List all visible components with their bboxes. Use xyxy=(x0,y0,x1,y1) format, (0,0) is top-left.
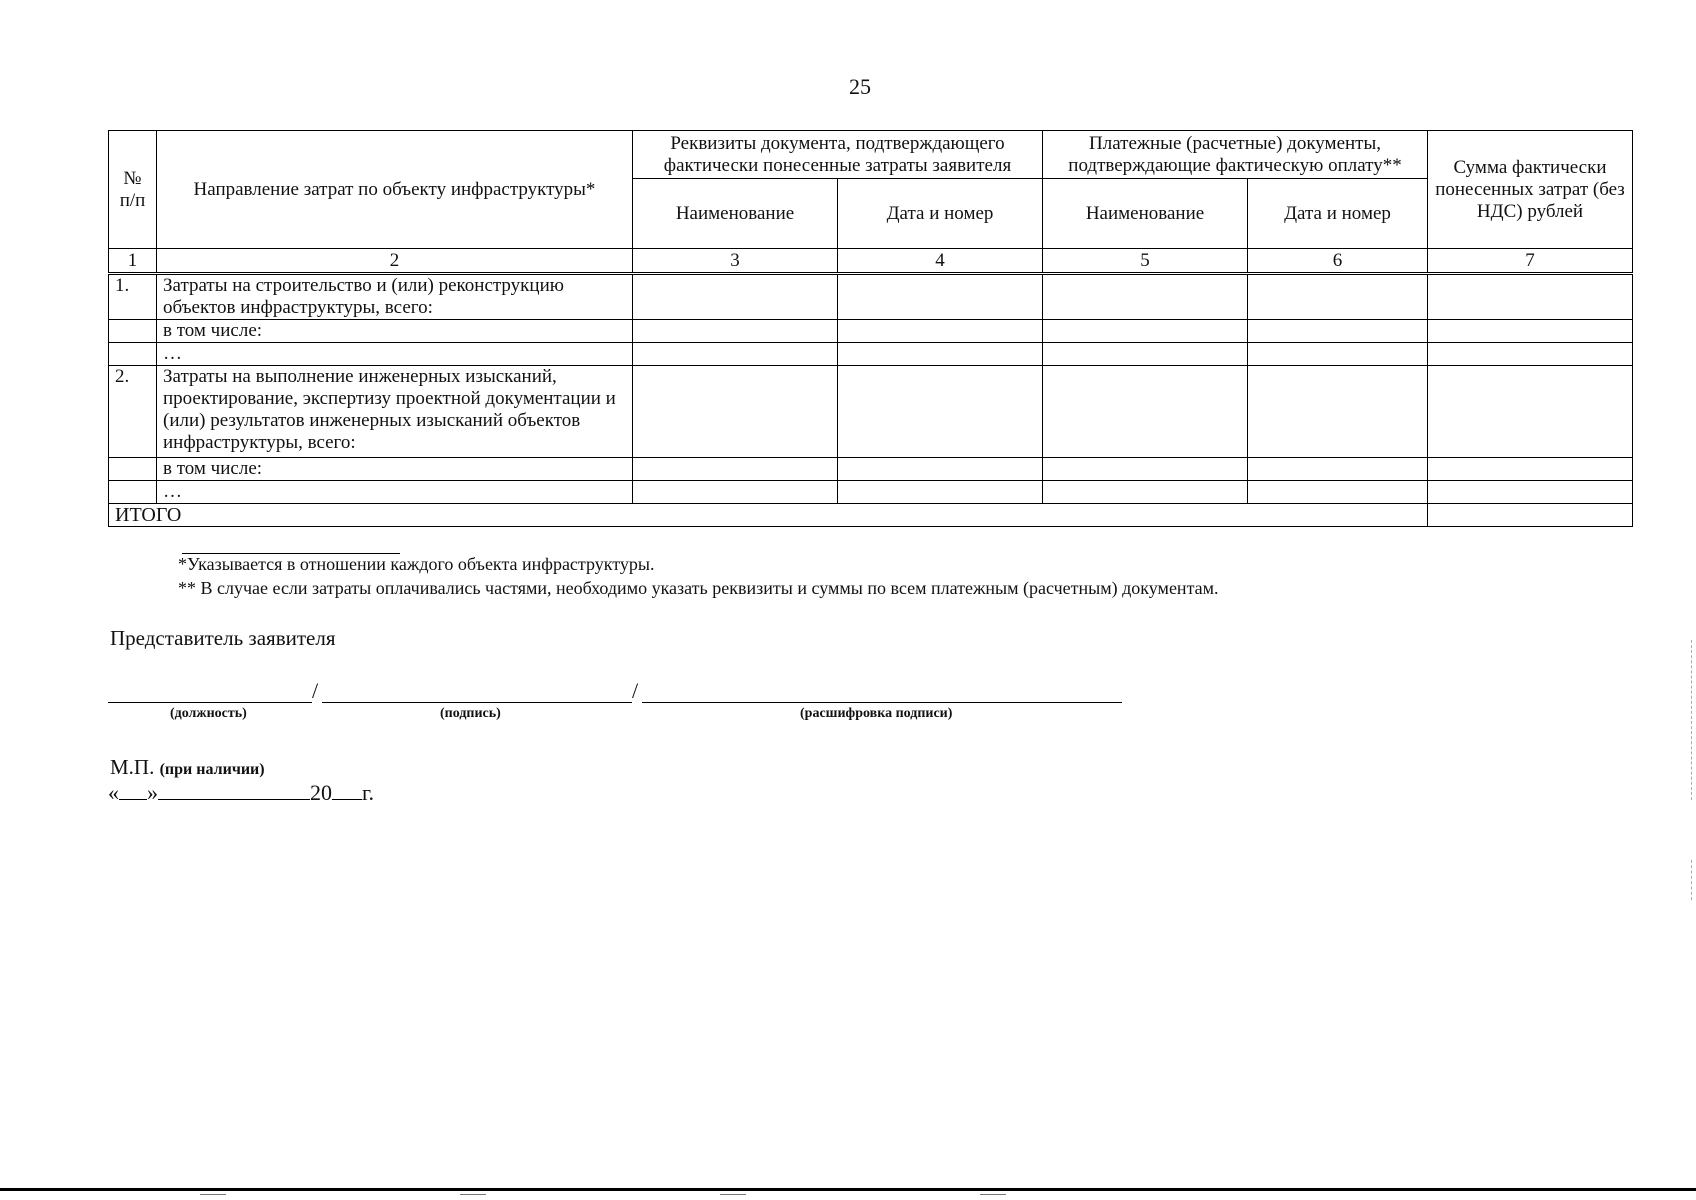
stamp-place xyxy=(110,755,265,780)
empty-cell xyxy=(838,274,1043,320)
empty-cell xyxy=(838,343,1043,366)
scan-edge-mark xyxy=(1691,640,1692,800)
caption-signature-decode: (расшифровка подписи) xyxy=(800,706,953,721)
empty-cell xyxy=(1043,366,1248,458)
empty-cell xyxy=(838,320,1043,343)
stamp-label: М.П. xyxy=(110,755,155,779)
date-line xyxy=(108,780,374,806)
header-pay-name: Наименование xyxy=(1043,179,1248,249)
column-index: 5 xyxy=(1043,249,1248,274)
bottom-rule xyxy=(0,1188,1696,1191)
footnote-2: ** В случае если затраты оплачивались частями, необходимо указать реквизиты и суммы по всем платежным (расчетным) документам. xyxy=(178,578,1219,598)
bottom-tick xyxy=(200,1194,226,1195)
row-number xyxy=(109,343,157,366)
representative-title: Представитель заявителя xyxy=(110,626,336,650)
empty-cell xyxy=(1428,481,1633,504)
separator-slash: / xyxy=(632,678,639,703)
table-row xyxy=(109,366,1633,458)
empty-cell xyxy=(1043,320,1248,343)
row-number: 1. xyxy=(109,274,157,320)
empty-cell xyxy=(1043,481,1248,504)
caption-signature: (подпись) xyxy=(440,706,501,721)
signature-decode-line xyxy=(642,702,1122,703)
empty-cell xyxy=(1043,458,1248,481)
header-doc-name: Наименование xyxy=(633,179,838,249)
row-number xyxy=(109,458,157,481)
empty-cell xyxy=(1248,481,1428,504)
year-blank xyxy=(332,781,362,800)
row-direction: Затраты на строительство и (или) реконструкцию объектов инфраструктуры, всего: xyxy=(157,274,633,320)
separator-slash: / xyxy=(312,678,319,703)
position-line xyxy=(108,702,312,703)
row-direction: Затраты на выполнение инженерных изысканий, проектирование, экспертизу проектной документации и (или) результатов инженерных изысканий объектов инфраструктуры, всего: xyxy=(157,366,633,458)
stamp-note: (при наличии) xyxy=(159,761,265,778)
empty-cell xyxy=(1248,343,1428,366)
page-number: 25 xyxy=(849,74,871,99)
row-number xyxy=(109,481,157,504)
header-pay-group: Платежные (расчетные) документы, подтверждающие фактическую оплату** xyxy=(1043,131,1428,179)
empty-cell xyxy=(838,366,1043,458)
header-doc-date: Дата и номер xyxy=(838,179,1043,249)
column-index: 7 xyxy=(1428,249,1633,274)
footnote-1: *Указывается в отношении каждого объекта инфраструктуры. xyxy=(178,554,655,574)
header-sum: Сумма фактически понесенных затрат (без НДС) рублей xyxy=(1428,131,1633,249)
date-close-quote: » xyxy=(147,780,158,805)
total-row xyxy=(109,504,1633,527)
row-direction: в том числе: xyxy=(157,320,633,343)
footnotes xyxy=(178,552,1219,600)
header-num: № п/п xyxy=(109,131,157,249)
column-index: 2 xyxy=(157,249,633,274)
total-value-cell xyxy=(1428,504,1633,527)
costs-table xyxy=(108,130,1633,527)
column-index: 1 xyxy=(109,249,157,274)
day-blank xyxy=(119,781,147,800)
empty-cell xyxy=(1043,274,1248,320)
empty-cell xyxy=(633,366,838,458)
empty-cell xyxy=(633,274,838,320)
empty-cell xyxy=(633,320,838,343)
column-index: 3 xyxy=(633,249,838,274)
caption-position: (должность) xyxy=(170,706,247,721)
empty-cell xyxy=(1043,343,1248,366)
empty-cell xyxy=(633,343,838,366)
date-open-quote: « xyxy=(108,780,119,805)
empty-cell xyxy=(1428,458,1633,481)
column-index: 6 xyxy=(1248,249,1428,274)
year-suffix: г. xyxy=(362,780,375,805)
bottom-tick xyxy=(460,1194,486,1195)
header-pay-date: Дата и номер xyxy=(1248,179,1428,249)
table-row xyxy=(109,481,1633,504)
column-index-row xyxy=(109,249,1633,274)
row-direction: в том числе: xyxy=(157,458,633,481)
table-row xyxy=(109,458,1633,481)
row-number: 2. xyxy=(109,366,157,458)
empty-cell xyxy=(1248,458,1428,481)
empty-cell xyxy=(1428,320,1633,343)
empty-cell xyxy=(1428,366,1633,458)
scan-edge-mark xyxy=(1691,860,1692,900)
table-row xyxy=(109,343,1633,366)
header-direction: Направление затрат по объекту инфраструктуры* xyxy=(157,131,633,249)
bottom-tick xyxy=(980,1194,1006,1195)
empty-cell xyxy=(838,481,1043,504)
total-label: ИТОГО xyxy=(109,504,1428,527)
month-blank xyxy=(158,781,310,800)
row-direction: … xyxy=(157,481,633,504)
bottom-tick xyxy=(720,1194,746,1195)
empty-cell xyxy=(633,458,838,481)
empty-cell xyxy=(1248,274,1428,320)
empty-cell xyxy=(1248,366,1428,458)
header-row-top xyxy=(109,131,1633,179)
empty-cell xyxy=(838,458,1043,481)
row-number xyxy=(109,320,157,343)
empty-cell xyxy=(1248,320,1428,343)
row-direction: … xyxy=(157,343,633,366)
empty-cell xyxy=(1428,274,1633,320)
table-row xyxy=(109,274,1633,320)
empty-cell xyxy=(1428,343,1633,366)
table-row xyxy=(109,320,1633,343)
year-prefix: 20 xyxy=(310,780,332,805)
empty-cell xyxy=(633,481,838,504)
signature-line xyxy=(322,702,632,703)
column-index: 4 xyxy=(838,249,1043,274)
header-doc-group: Реквизиты документа, подтверждающего фактически понесенные затраты заявителя xyxy=(633,131,1043,179)
